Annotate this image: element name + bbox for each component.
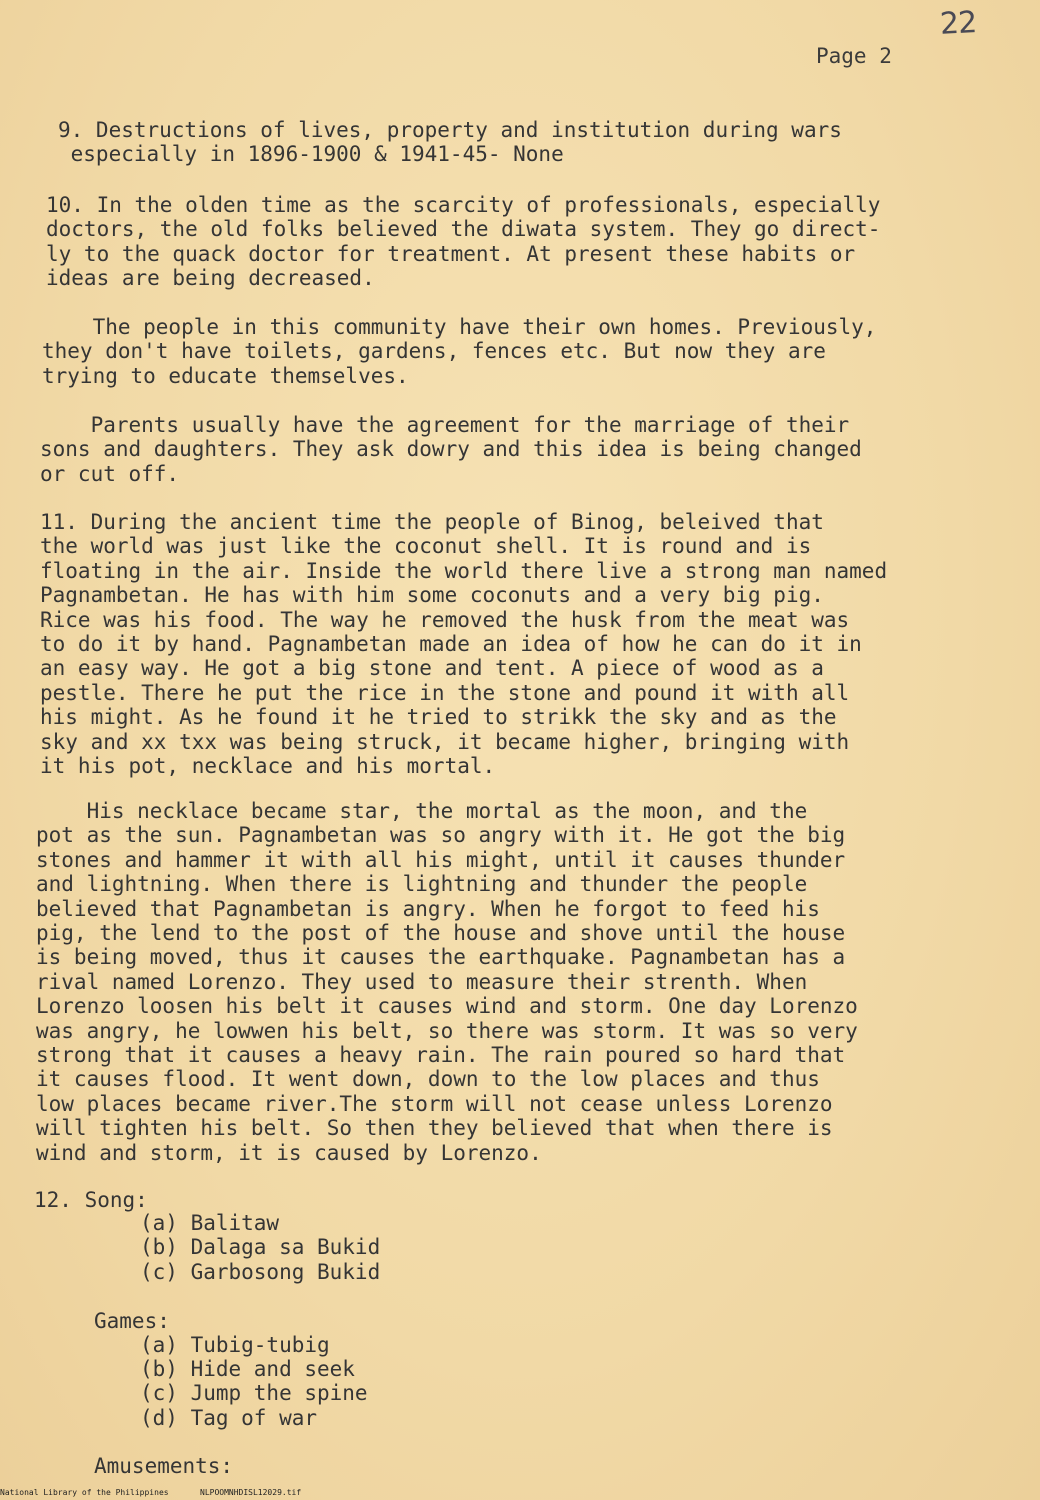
footer-library-credit: National Library of the Philippines [0,1488,169,1497]
game-item: (d) Tag of war [140,1406,318,1430]
song-item: (a) Balitaw [140,1211,280,1235]
handwritten-page-number: 22 [939,5,978,42]
item-10-text: 10. In the olden time as the scarcity of professionals, especially doctors, the old folks believed the diwata system. They go direct- ly to the quack doctor for treatment. At present these habits or ideas are being decreased. [46,193,881,291]
song-item: (c) Garbosong Bukid [140,1260,381,1284]
page-label: Page 2 [816,44,892,68]
games-heading: Games: [94,1309,170,1333]
song-item: (b) Dalaga sa Bukid [140,1235,381,1259]
footer-file-name: NLPOOMNHDISL12029.tif [200,1488,302,1497]
item-11-text: 11. During the ancient time the people of Binog, beleived that the world was just like the coconut shell. It is round and is floating in the air. Inside the world there live a strong man named Pagnambetan. He has with him some coconuts and a very big pig. Rice was his food. The way he removed the husk from the meat was to do it by hand. Pagnambetan made an idea of how he can do it in an easy way. He got a big stone and tent. A piece of wood as a pestle. There he put the rice in the stone and pound it with all his might. As he found it he tried to strikk the sky and as the sky and xx txx was being struck, it became higher, bringing with it his pot, necklace and his mortal. [40,510,888,779]
paragraph-homes: The people in this community have their own homes. Previously, they don't have toilets, gardens, fences etc. But now they are trying to educate themselves. [42,315,877,388]
amusements-heading: Amusements: [94,1454,234,1478]
game-item: (a) Tubig-tubig [140,1333,330,1357]
paragraph-marriage: Parents usually have the agreement for the marriage of their sons and daughters. They ask dowry and this idea is being changed or cut off. [40,413,862,486]
game-item: (b) Hide and seek [140,1357,355,1381]
item-9-text: 9. Destructions of lives, property and institution during wars especially in 1896-1900 & 1941-45- None [58,118,842,167]
item-12-heading: 12. Song: [34,1188,148,1212]
game-item: (c) Jump the spine [140,1381,368,1405]
paragraph-necklace: His necklace became star, the mortal as the moon, and the pot as the sun. Pagnambetan was so angry with it. He got the big stones and hammer it with all his might, until it causes thunder and lightning. When there is lightning and thunder the people believed that Pagnambetan is angry. When he forgot to feed his pig, the lend to the post of the house and shove until the house is being moved, thus it causes the earthquake. Pagnambetan has a rival named Lorenzo. They used to measure their strenth. When Lorenzo loosen his belt it causes wind and storm. One day Lorenzo was angry, he lowwen his belt, so there was storm. It was so very strong that it causes a heavy rain. The rain poured so hard that it causes flood. It went down, down to the low places and thus low places became river.The storm will not cease unless Lorenzo will tighten his belt. So then they believed that when there is wind and storm, it is caused by Lorenzo. [36,799,858,1165]
